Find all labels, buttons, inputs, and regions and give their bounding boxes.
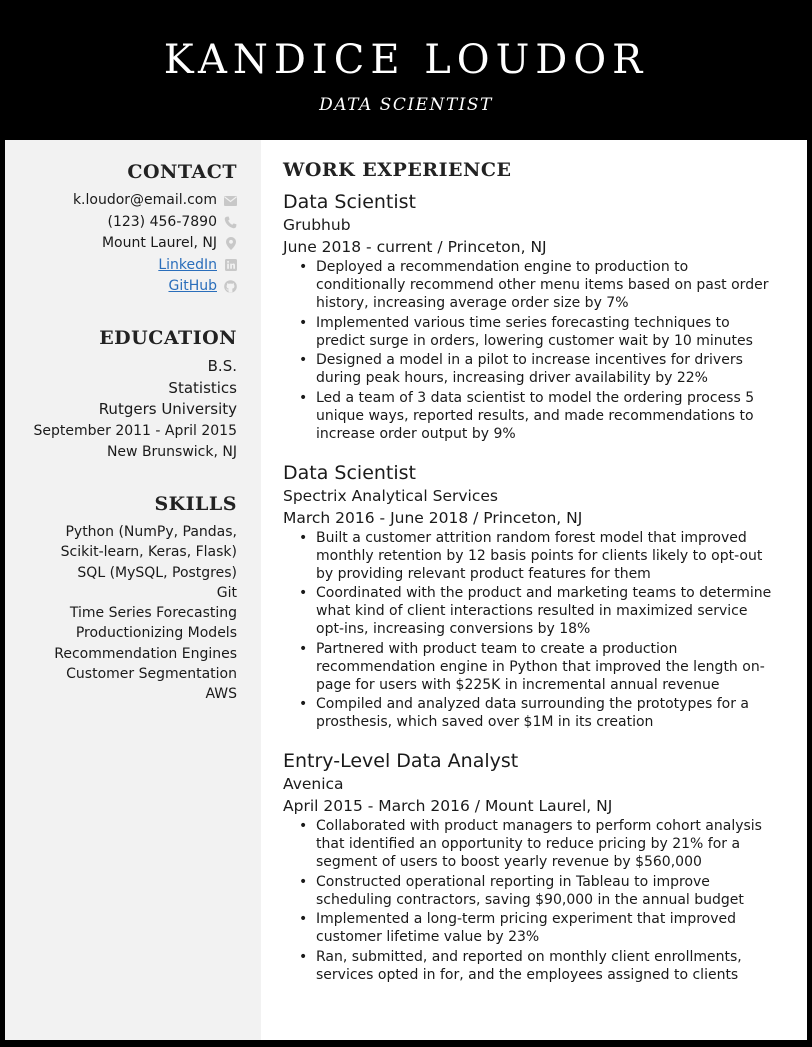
skill-item: Python (NumPy, Pandas, — [65, 524, 237, 540]
main-content — [261, 140, 807, 1040]
job-bullet: • Implemented various time series forecasting techniques to predict surge in orders, lowering customer wait by 10 minutes — [283, 314, 773, 350]
job-bullet: • Designed a model in a pilot to increase incentives for drivers during peak hours, increasing driver availability by 22% — [283, 351, 773, 387]
linkedin-icon[interactable] — [224, 259, 237, 272]
phone-icon — [224, 216, 237, 229]
contact-list — [15, 190, 237, 298]
job-entry — [283, 461, 773, 732]
contact-email[interactable] — [15, 190, 237, 212]
skill-item: Scikit-learn, Keras, Flask) — [60, 544, 237, 561]
location-text: Mount Laurel, NJ — [101, 235, 217, 251]
skills-list — [15, 522, 237, 705]
skill-item: Customer Segmentation — [66, 666, 237, 683]
email-text: k.loudor@email.com — [72, 192, 217, 208]
education-section — [15, 326, 237, 464]
location-pin-icon — [224, 237, 237, 250]
education-location: New Brunswick, NJ — [106, 444, 237, 460]
contact-heading: CONTACT — [127, 161, 237, 183]
work-experience-section — [283, 158, 773, 985]
contact-linkedin[interactable] — [15, 255, 237, 277]
skill-item: SQL (MySQL, Postgres) — [77, 564, 237, 581]
education-dates: September 2011 - April 2015 — [33, 422, 237, 439]
education-heading: EDUCATION — [99, 327, 237, 349]
contact-section — [15, 160, 237, 298]
envelope-icon — [224, 194, 237, 207]
job-title: Data Scientist — [283, 191, 416, 213]
job-bullet: • Deployed a recommendation engine to production to conditionally recommend other menu items based on past order history, increasing average order size by 7% — [283, 258, 773, 312]
candidate-role: DATA SCIENTIST — [319, 95, 493, 115]
job-dates-location: March 2016 - June 2018 / Princeton, NJ — [283, 508, 583, 527]
linkedin-link[interactable]: LinkedIn — [158, 256, 217, 273]
skill-item: Time Series Forecasting — [69, 605, 237, 622]
job-company: Grubhub — [283, 216, 351, 234]
education-degree: B.S. — [207, 357, 237, 375]
contact-location — [15, 233, 237, 255]
job-company: Spectrix Analytical Services — [283, 486, 498, 505]
work-experience-heading: WORK EXPERIENCE — [283, 159, 512, 181]
job-bullet: • Ran, submitted, and reported on monthly client enrollments, services opted in for, and the employees assigned to clients — [283, 948, 773, 984]
job-bullet: • Compiled and analyzed data surrounding the prototypes for a prosthesis, which saved over $1M in its creation — [283, 695, 773, 731]
resume-header — [0, 0, 812, 140]
job-entry — [283, 749, 773, 984]
job-bullet: • Coordinated with the product and marketing teams to determine what kind of client interactions resulted in maximized service opt-ins, increasing conversions by 18% — [283, 584, 773, 638]
job-bullets — [283, 258, 773, 443]
job-title: Data Scientist — [283, 461, 416, 484]
job-bullet: • Constructed operational reporting in Tableau to improve scheduling contractors, saving $90,000 in the annual budget — [283, 873, 773, 909]
job-bullets — [283, 529, 773, 732]
skill-item: Git — [216, 584, 237, 601]
phone-text: (123) 456-7890 — [107, 213, 217, 230]
contact-github[interactable] — [15, 276, 237, 298]
job-dates-location: April 2015 - March 2016 / Mount Laurel, NJ — [283, 797, 613, 815]
job-dates-location: June 2018 - current / Princeton, NJ — [283, 238, 547, 256]
education-details — [15, 356, 237, 464]
skill-item: Recommendation Engines — [54, 645, 237, 662]
github-icon[interactable] — [224, 280, 237, 293]
github-link[interactable]: GitHub — [168, 278, 217, 294]
job-bullet: • Partnered with product team to create a production recommendation engine in Python that improved the length on-page for users with $225K in incremental annual revenue — [283, 640, 773, 694]
job-title: Entry-Level Data Analyst — [283, 750, 519, 772]
job-bullet: • Built a customer attrition random forest model that improved monthly retention by 12 basis points for clients likely to opt-out by providing relevant product features for them — [283, 529, 773, 583]
contact-phone[interactable] — [15, 212, 237, 234]
education-major: Statistics — [168, 378, 237, 397]
skills-heading: SKILLS — [154, 493, 237, 515]
job-bullet: • Led a team of 3 data scientist to model the ordering process 5 unique ways, reported results, and made recommendations to increase order output by 9% — [283, 389, 773, 443]
job-bullet: • Collaborated with product managers to perform cohort analysis that identified an opportunity to reduce pricing by 21% for a segment of users to boost yearly revenue by $560,000 — [283, 817, 773, 871]
skill-item: Productionizing Models — [75, 625, 237, 642]
candidate-name: KANDICE LOUDOR — [163, 37, 649, 83]
job-company: Avenica — [283, 775, 344, 793]
education-school: Rutgers University — [98, 400, 237, 418]
job-bullet: • Implemented a long-term pricing experiment that improved customer lifetime value by 23% — [283, 910, 773, 946]
skill-item: AWS — [205, 686, 237, 703]
sidebar — [5, 140, 261, 1040]
job-bullets — [283, 817, 773, 984]
job-entry — [283, 190, 773, 443]
skills-section — [15, 492, 237, 705]
